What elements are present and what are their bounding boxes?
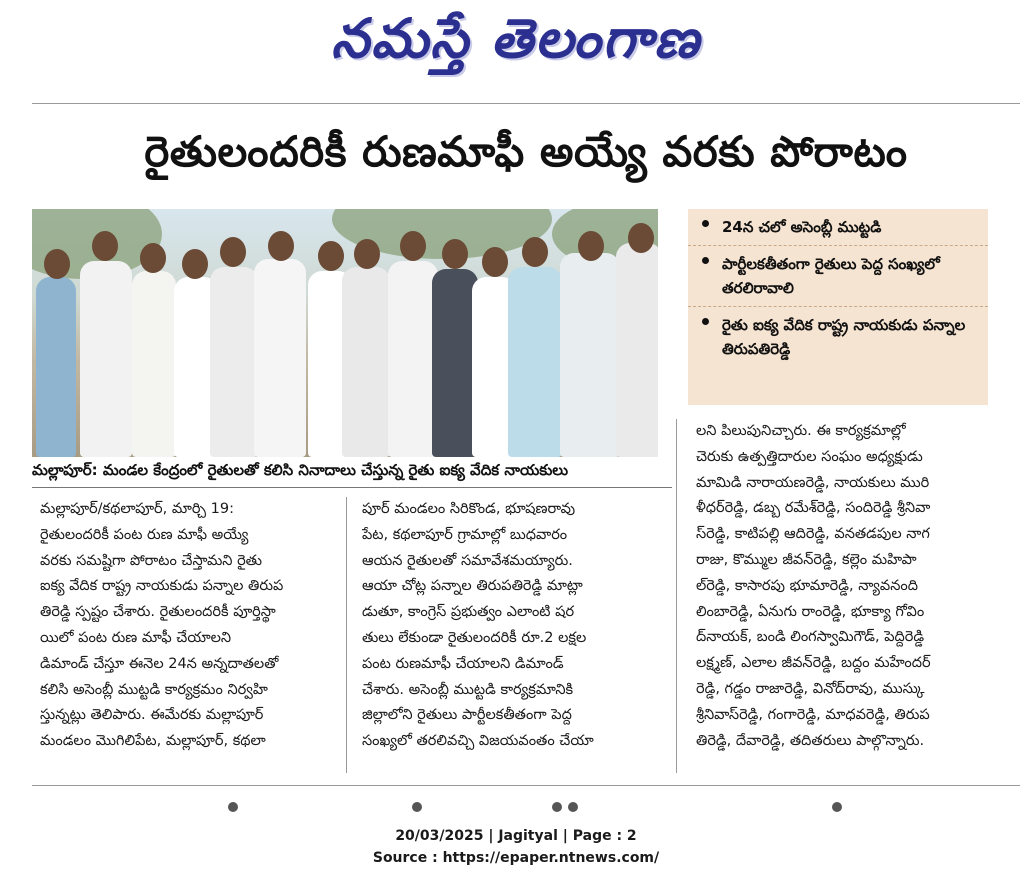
bullet-icon [702, 220, 709, 227]
body-line: ఆయన రైతులతో సమావేశమయ్యారు. [362, 552, 573, 569]
footer-date-edition: 20/03/2025 | Jagityal | Page : 2 [395, 828, 637, 844]
body-line: మామిడి నారాయణరెడ్డి, నాయకులు మురి [696, 474, 930, 491]
body-column-1 [40, 497, 334, 773]
body-line: వరకు సమష్టిగా పోరాటం చేస్తామని రైతు [40, 552, 262, 569]
highlight-item [688, 245, 988, 306]
body-line: స్తున్నట్లు తెలిపారు. ఈమేరకు మల్లాపూర్ [40, 707, 264, 724]
body-line: శ్రీనివాస్‌రెడ్డి, గంగారెడ్డి, మాధవరెడ్డి, తిరుప [696, 706, 930, 723]
highlight-text: పార్టీలకతీతంగా రైతులు పెద్ద సంఖ్యలో తరలిరావాలి [722, 255, 940, 297]
body-line: రైతులందరికీ పంట రుణ మాఫీ అయ్యే [40, 526, 249, 543]
body-line: లింబారెడ్డి, ఏనుగు రాంరెడ్డి, భూక్యా గోవిం [696, 603, 925, 620]
body-line: చెరుకు ఉత్పత్తిదారుల సంఘం అధ్యక్షుడు [696, 448, 923, 465]
body-line: పూర్ మండలం సిరికొండ, భూషణరావు [362, 501, 576, 517]
body-line: డిమాండ్ చేస్తూ ఈనెల 24న అన్నదాతలతో [40, 655, 279, 672]
body-line: తిరెడ్డి స్పష్టం చేశారు. రైతులందరికీ పూర్తిస్థా [40, 604, 276, 621]
column-divider [346, 497, 347, 773]
body-line: రాజు, కొమ్ముల జీవన్‌రెడ్డి, కల్లెం మహిపా [696, 551, 917, 568]
body-column-3 [696, 419, 994, 773]
body-line: ల్‌రెడ్డి, కాసారపు భూమారెడ్డి, న్యావనంది [696, 577, 919, 594]
body-line: స్‌రెడ్డి, కాటిపల్లి ఆదిరెడ్డి, వనతడపుల నాగ [696, 526, 930, 543]
body-line: మల్లాపూర్/కథలాపూర్, మార్చి 19: [40, 501, 235, 517]
body-column-2 [362, 497, 658, 773]
caption-divider [32, 487, 672, 488]
body-line: తులు లేకుండా రైతులందరికీ రూ.2 లక్షల [362, 629, 587, 646]
body-line: ఐక్య వేదిక రాష్ట్ర నాయకుడు పన్నాల తిరుప [40, 578, 284, 595]
body-line: రెడ్డి, గడ్డం రాజారెడ్డి, వినోద్‌రావు, ముస్కు [696, 680, 925, 697]
column-divider [676, 419, 677, 773]
bullet-icon [702, 318, 709, 325]
masthead [0, 0, 1032, 85]
newspaper-logo: నమస్తే తెలంగాణ [331, 6, 701, 70]
highlight-text: రైతు ఐక్య వేదిక రాష్ట్ర నాయకుడు పన్నాల తిరుపతిరెడ్డి [722, 316, 966, 358]
top-divider [32, 103, 1020, 104]
body-line: పేట, కథలాపూర్ గ్రామాల్లో బుధవారం [362, 526, 568, 543]
body-line: డుతూ, కాంగ్రెస్ ప్రభుత్వం ఎలాంటి షర [362, 604, 575, 621]
footer-source: Source : https://epaper.ntnews.com/ [372, 850, 660, 866]
article-photo [32, 209, 658, 457]
body-line: పంట రుణమాఫీ చేయాలని డిమాండ్ [362, 655, 564, 672]
body-line: జిల్లాలోని రైతులు పార్టీలకతీతంగా పెద్ద [362, 707, 572, 724]
bullet-icon [702, 257, 709, 264]
body-line: తిరెడ్డి, దేవారెడ్డి, తదితరులు పాల్గొన్నారు. [696, 732, 925, 749]
cropped-next-article [32, 800, 1020, 816]
body-line: ళీధర్‌రెడ్డి, డబ్బ రమేశ్‌రెడ్డి, సందిరెడ్డి శ్రీనివా [696, 500, 931, 517]
highlight-text: 24న చలో అసెంబ్లీ ముట్టడి [722, 218, 882, 236]
body-line: లక్ష్మణ్, ఎలాల జీవన్‌రెడ్డి, బద్దం మహేందర్ [696, 655, 931, 672]
body-line: యిలో పంట రుణ మాఫీ చేయాలని [40, 629, 232, 646]
article-headline: రైతులందరికీ రుణమాఫీ అయ్యే వరకు పోరాటం [144, 127, 908, 176]
body-line: ఆయా చోట్ల పన్నాల తిరుపతిరెడ్డి మాట్లా [362, 578, 583, 595]
body-line: కలిసి అసెంబ్లీ ముట్టడి కార్యక్రమం నిర్వహి [40, 681, 268, 698]
body-line: సంఖ్యలో తరలివచ్చి విజయవంతం చేయా [362, 733, 594, 750]
body-line: చేశారు. అసెంబ్లీ ముట్టడి కార్యక్రమానికి [362, 681, 574, 698]
body-line: లని పిలుపునిచ్చారు. ఈ కార్యక్రమాల్లో [696, 423, 906, 439]
highlight-item [688, 209, 988, 245]
bottom-divider [32, 785, 1020, 786]
highlight-item [688, 306, 988, 367]
highlights-box [688, 209, 988, 405]
photo-caption: మల్లాపూర్: మండల కేంద్రంలో రైతులతో కలిసి నినాదాలు చేస్తున్న రైతు ఐక్య వేదిక నాయకులు [32, 461, 569, 479]
body-line: మండలం మొగిలిపేట, మల్లాపూర్, కథలా [40, 733, 266, 750]
body-line: ద్‌నాయక్, బండి లింగస్వామిగౌడ్, పెద్దిరెడ్డి [696, 629, 925, 646]
